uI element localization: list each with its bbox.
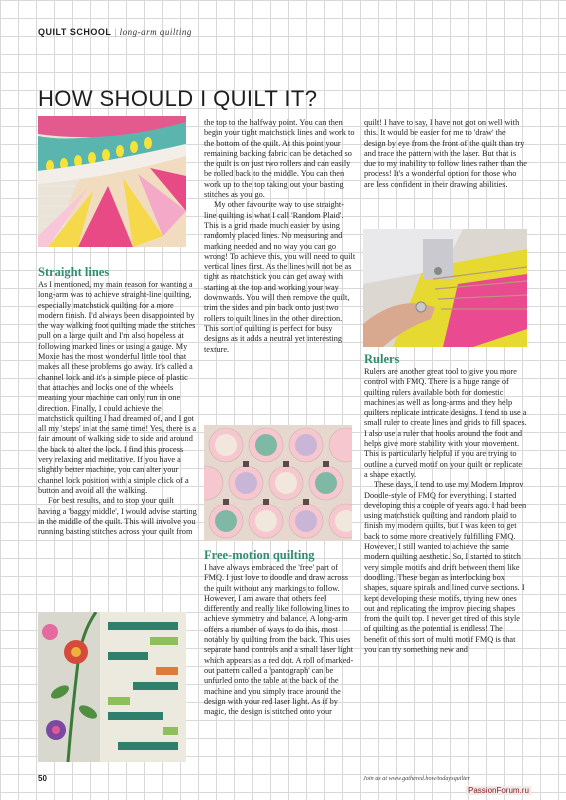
quilt-photo-flowers-art: [38, 612, 186, 762]
column-3: [364, 118, 527, 190]
col1-paragraph-1: As I mentioned, my main reason for wanting a long-arm was to achieve straight-line quilting, especially matchstick quilting for a more modern finish. I'd always been disappointed by the way walking foot quilting made the stitches pull on a large quilt and I'm also hopeless at following marked lines or using a gauge. My Moxie has the most wonderful little tool that makes all these problems go away. It's called a channel lock and it's a simple piece of plastic that attaches and locks one of the wheels meaning your machine can only run in one direction. Finally, I could achieve the matchstick quilting I had dreamed of, and I got all my 'steps' in at the same time! Yes, there is a fair amount of walking side to side and around the back to alter the lock. I find this process very relaxing and meditative. If you have a slightly better machine, you can alter your channel lock position with a simple click of a button and avoid all the walking.: [38, 280, 197, 495]
column-2: [204, 118, 356, 355]
running-header: [38, 27, 192, 37]
col2-paragraph-2: My other favourite way to use straight-line quilting is what I call 'Random Plaid'. This is a grid made much easier by using randomly placed lines. No measuring and marking needed and no way you can go wrong! To achieve this, you will need to quilt vertical lines first. As the lines will not be as tight as matchstick you can get away with starting at the top and working your way downwards. You will then remove the quilt, trim the sides and pin back onto just two rollers to quilt lines in the other direction. This sort of quilting is perfect for busy designs as it adds a neutral yet interesting texture.: [204, 200, 356, 354]
col3b-paragraph-1: Rulers are another great tool to give you more control with FMQ. There is a huge range of quilting rulers available both for domestic machines as well as long-arms and they help quilters replicate intricate designs. I tend to use a small ruler to create lines and grids to fill spaces. I also use a ruler that hooks around the foot and helps give more stability with your movement. This is particularly helpful if you are trying to outline a curved motif on your quilt or replicate a shape exactly.: [364, 367, 527, 479]
section-label: QUILT SCHOOL: [38, 27, 112, 37]
heading-straight-lines: Straight lines: [38, 265, 110, 279]
heading-rulers: Rulers: [364, 352, 400, 366]
quilt-photo-fan-art: [38, 116, 186, 247]
column-3-lower: [364, 352, 527, 655]
column-2-lower: [204, 548, 356, 717]
header-separator: |: [114, 27, 117, 37]
page-number: 50: [38, 774, 47, 783]
col1-paragraph-2: For best results, and to stop your quilt having a 'baggy middle', I would advise starting in the middle of the quilt. This will involve you running basting stitches across your quilt from: [38, 496, 197, 537]
column-1: [38, 265, 198, 537]
watermark: PassionForum.ru: [468, 786, 529, 795]
section-subtitle: long-arm quilting: [119, 27, 192, 37]
col3-paragraph-1: quilt! I have to say, I have not got on well with this. It would be easier for me to 'draw' the design by eye from the front of the quilt than try and trace the pattern with the laser. But that is due to my inability to follow lines rather than the process! It's a wonderful option for those who are less confident in their drawing abilities.: [364, 118, 527, 189]
page-title: HOW SHOULD I QUILT IT?: [38, 86, 318, 111]
ruler-photo: [363, 229, 527, 347]
col3b-paragraph-2: These days, I tend to use my Modern Improv Doodle-style of FMQ for everything. I started developing this a couple of years ago. I had been using matchstick quilting and random plaid to finish my modern quilts, but I was keen to get back to some more creatively fulfilling FMQ. However, I still wanted to achieve the same modern quilting aesthetic. So, I started to stitch very simple motifs and drift between them like doodling. These began as interlocking box shapes, square spirals and lined curve sections. I kept developing these motifs, trying new ones out and replicating the improv piecing shapes from the quilt top. I never get tired of this style of quilting as the potential is endless! The benefit of this sort of multi motif FMQ is that you can try something new and: [364, 480, 527, 655]
ruler-photo-art: [363, 229, 527, 347]
quilt-photo-orange-peel-art: [204, 425, 352, 541]
heading-free-motion-quilting: Free-motion quilting: [204, 548, 315, 562]
quilt-photo-fan: [38, 116, 186, 247]
quilt-photo-orange-peel: [204, 425, 352, 541]
footer-join-link[interactable]: Join us at www.gathered.how/todaysquilter: [363, 775, 471, 782]
quilt-photo-flowers: [38, 612, 186, 762]
col2b-paragraph-1: I have always embraced the 'free' part of FMQ. I just love to doodle and draw across the quilt without any markings to follow. However, I am aware that others feel differently and really like following lines to achieve symmetry and balance. A long-arm offers a number of ways to do this, most notably by quilting from the back. This uses separate hand controls and a small laser light which appears as a red dot. A roll of marked-out pattern called a 'pantograph' can be unfurled onto the table at the back of the machine and you simply trace around the design with your red laser light. As if by magic, the design is stitched onto your: [204, 563, 354, 717]
col2-paragraph-1: the top to the halfway point. You can then begin your tight matchstick lines and work to the bottom of the quilt. At this point your remaining backing fabric can be detached so the quilt is on just two rollers and can easily be rolled back to the middle. You can then work up to the top taking out your basting stitches as you go.: [204, 118, 355, 200]
